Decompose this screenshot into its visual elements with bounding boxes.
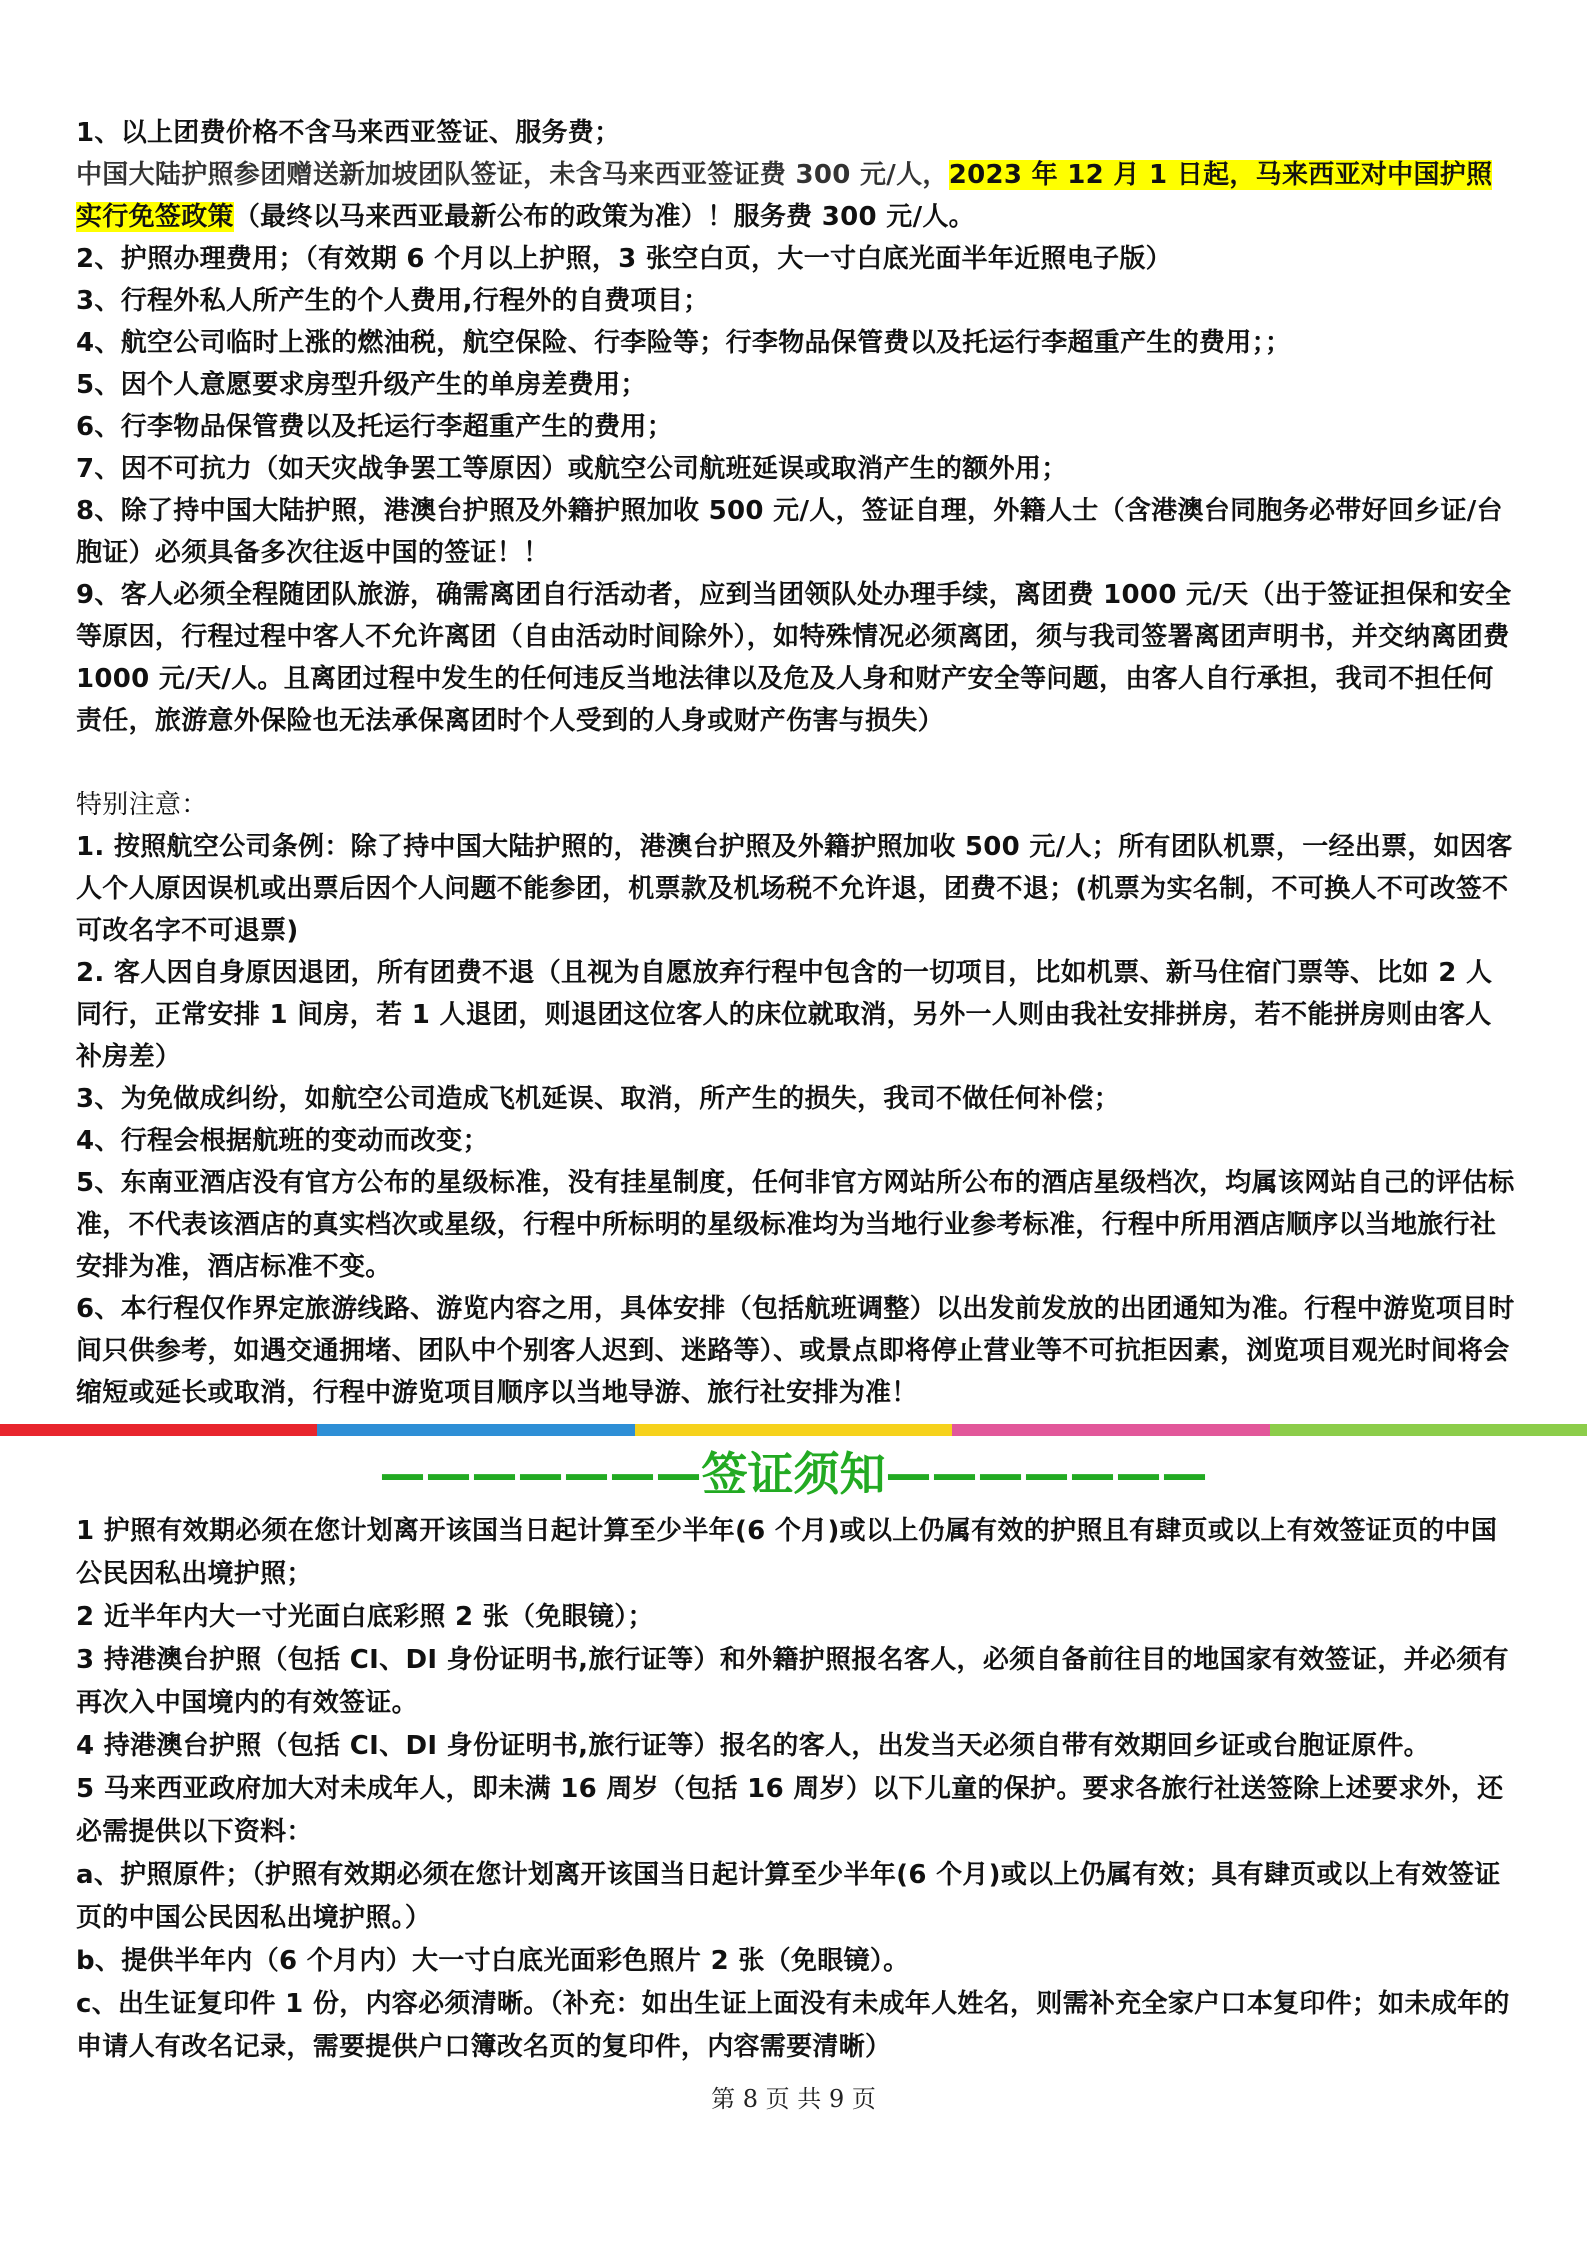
- exclusion-item: 4、航空公司临时上涨的燃油税，航空保险、行李险等；行李物品保管费以及托运行李超重产生的费用；；: [76, 328, 1292, 358]
- exclusion-item-visa-note: [76, 154, 1516, 238]
- divider-segment-red: [0, 1424, 317, 1436]
- exclusion-item: 5、因个人意愿要求房型升级产生的单房差费用；: [76, 370, 647, 400]
- visa-free-policy-highlight: 2023 年 12 月 1 日起，马来西亚对中国护照实行免签政策: [76, 160, 1493, 232]
- notice-item: 3、为免做成纠纷，如航空公司造成飞机延误、取消，所产生的损失，我司不做任何补偿；: [76, 1084, 1121, 1114]
- rainbow-divider: [0, 1424, 1587, 1436]
- visa-notice-title: ———————签证须知———————: [379, 1447, 1208, 1501]
- visa-item: 1 护照有效期必须在您计划离开该国当日起计算至少半年(6 个月)或以上仍属有效的护照且有肆页或以上有效签证页的中国公民因私出境护照；: [76, 1516, 1498, 1589]
- visa-notice-section: [76, 1510, 1516, 2069]
- divider-segment-green: [1270, 1424, 1587, 1436]
- notice-item: 2. 客人因自身原因退团，所有团费不退（且视为自愿放弃行程中包含的一切项目，比如机票、新马住宿门票等、比如 2 人同行，正常安排 1 间房，若 1 人退团，则退团这位客人的床位就取消，另外一人则由我社安排拼房，若不能拼房则由客人补房差）: [76, 958, 1493, 1072]
- section-gap: [76, 742, 1516, 784]
- notice-item: 5、东南亚酒店没有官方公布的星级标准，没有挂星制度，任何非官方网站所公布的酒店星级档次，均属该网站自己的评估标准，不代表该酒店的真实档次或星级，行程中所标明的星级标准均为当地行业参考标准，行程中所用酒店顺序以当地旅行社安排为准，酒店标准不变。: [76, 1168, 1515, 1282]
- fee-exclusions-section: [76, 112, 1516, 1414]
- exclusion-item: 9、客人必须全程随团队旅游，确需离团自行活动者，应到当团领队处办理手续，离团费 1000 元/天（出于签证担保和安全等原因，行程过程中客人不允许离团（自由活动时间除外），如特殊情况必须离团，须与我司签署离团声明书，并交纳离团费 1000 元/天/人。且离团过程中发生的任何违反当地法律以及危及人身和财产安全等问题，由客人自行承担，我司不担任何责任，旅游意外保险也无法承保离团时个人受到的人身或财产伤害与损失）: [76, 580, 1512, 736]
- visa-subitem: a、护照原件；（护照有效期必须在您计划离开该国当日起计算至少半年(6 个月)或以上仍属有效；具有肆页或以上有效签证页的中国公民因私出境护照。）: [76, 1860, 1501, 1933]
- exclusion-item: 3、行程外私人所产生的个人费用,行程外的自费项目；: [76, 286, 710, 316]
- divider-segment-yellow: [635, 1424, 952, 1436]
- exclusion-item: 7、因不可抗力（如天灾战争罢工等原因）或航空公司航班延误或取消产生的额外用；: [76, 454, 1068, 484]
- notice-item: 1. 按照航空公司条例：除了持中国大陆护照的，港澳台护照及外籍护照加收 500 元/人；所有团队机票，一经出票，如因客人个人原因误机或出票后因个人问题不能参团，机票款及机场税不允许退，团费不退；(机票为实名制，不可换人不可改签不可改名字不可退票): [76, 832, 1513, 946]
- divider-segment-pink: [952, 1424, 1269, 1436]
- exclusion-item: 2、护照办理费用；（有效期 6 个月以上护照，3 张空白页，大一寸白底光面半年近照电子版）: [76, 244, 1172, 274]
- visa-item: 2 近半年内大一寸光面白底彩照 2 张（免眼镜）；: [76, 1602, 654, 1632]
- visa-fee-note: 中国大陆护照参团赠送新加坡团队签证，未含马来西亚签证费 300 元/人，: [76, 160, 949, 190]
- special-notice-title: 特别注意：: [76, 790, 208, 820]
- service-fee-note: （最终以马来西亚最新公布的政策为准）！服务费 300 元/人。: [233, 202, 975, 232]
- visa-subitem: c、出生证复印件 1 份，内容必须清晰。（补充：如出生证上面没有未成年人姓名，则需补充全家户口本复印件；如未成年的申请人有改名记录，需要提供户口簿改名页的复印件，内容需要清晰）: [76, 1989, 1510, 2062]
- page-number: 第 8 页 共 9 页: [711, 2085, 876, 2113]
- visa-item: 4 持港澳台护照（包括 CI、DI 身份证明书,旅行证等）报名的客人，出发当天必须自带有效期回乡证或台胞证原件。: [76, 1731, 1430, 1761]
- visa-item: 5 马来西亚政府加大对未成年人，即未满 16 周岁（包括 16 周岁）以下儿童的保护。要求各旅行社送签除上述要求外，还必需提供以下资料：: [76, 1774, 1504, 1847]
- notice-item: 4、行程会根据航班的变动而改变；: [76, 1126, 489, 1156]
- visa-item: 3 持港澳台护照（包括 CI、DI 身份证明书,旅行证等）和外籍护照报名客人，必须自备前往目的地国家有效签证，并必须有再次入中国境内的有效签证。: [76, 1645, 1509, 1718]
- visa-subitem: b、提供半年内（6 个月内）大一寸白底光面彩色照片 2 张（免眼镜）。: [76, 1946, 910, 1976]
- divider-segment-blue: [317, 1424, 634, 1436]
- exclusion-item: 1、以上团费价格不含马来西亚签证、服务费；: [76, 118, 621, 148]
- exclusion-item: 8、除了持中国大陆护照，港澳台护照及外籍护照加收 500 元/人，签证自理，外籍人士（含港澳台同胞务必带好回乡证/台胞证）必须具备多次往返中国的签证！！: [76, 496, 1503, 568]
- exclusion-item: 6、行李物品保管费以及托运行李超重产生的费用；: [76, 412, 673, 442]
- notice-item: 6、本行程仅作界定旅游线路、游览内容之用，具体安排（包括航班调整）以出发前发放的出团通知为准。行程中游览项目时间只供参考，如遇交通拥堵、团队中个别客人迟到、迷路等）、或景点即将停止营业等不可抗拒因素，浏览项目观光时间将会缩短或延长或取消，行程中游览项目顺序以当地导游、旅行社安排为准！: [76, 1294, 1515, 1408]
